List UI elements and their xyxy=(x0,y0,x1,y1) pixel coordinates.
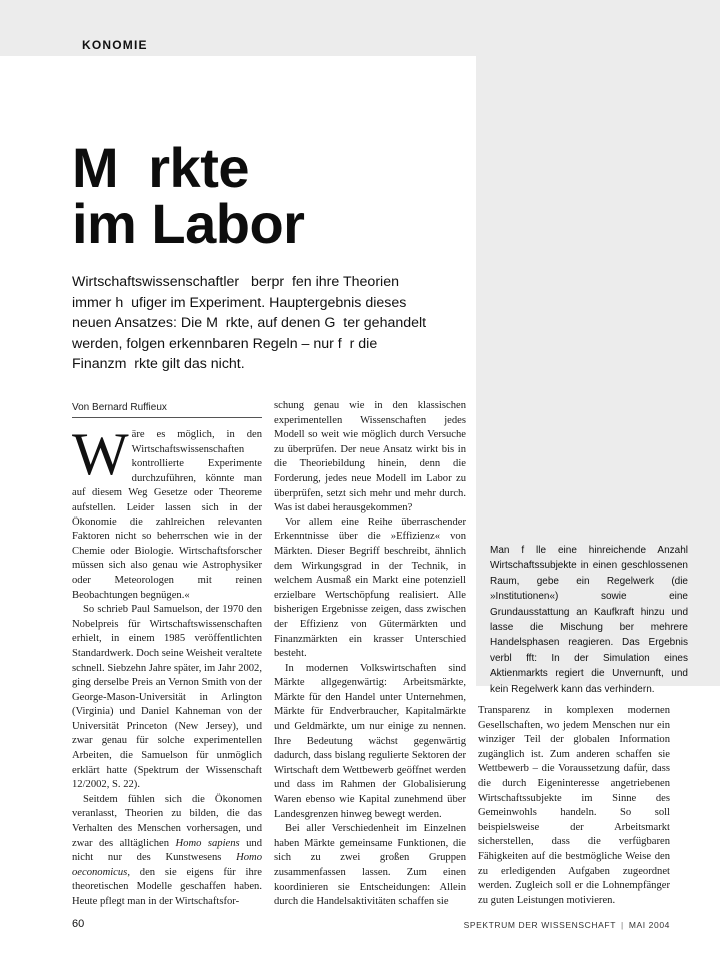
column-2-paragraph-1: schung genau wie in den klassischen experimentellen Wissenschaften jedes Modell so weit wie möglich durch Versuche zu überprüfen. Der neue Ansatz wirkt bis in die Theoriebildung hinein, denn die Forderung, jedes neue Modell im Labor zu überprüfen, setzt sich mehr und mehr durch. Was ist dabei herausgekommen? xyxy=(274,400,466,514)
homo-sapiens-term: Homo sapiens xyxy=(175,837,240,849)
column-1-paragraph-1-text: äre es möglich, in den Wirtschaftswissenschaften kontrollierte Experimente durchzuführen, könnte man auf diesem Weg Gesetze oder Theoreme aufstellen. Leider lassen sich in der Ökonomie die zahlreichen relevanten Faktoren nicht so beherrschen wie in der Chemie oder Biologie. Wirtschaftsforscher müssen sich also genau wie Astrophysiker oder Meteorologen mit reinen Beobachtungen begnügen.« xyxy=(72,429,262,601)
issue-date: MAI 2004 xyxy=(628,920,670,930)
section-label: KONOMIE xyxy=(82,38,148,52)
column-1-paragraph-3-text-b: und nicht nur des Kunstwesens xyxy=(72,837,262,864)
lead-paragraph xyxy=(72,272,472,375)
lead-line-4: werden, folgen erkennbaren Regeln – nur f r die xyxy=(72,335,378,352)
column-2-paragraph-2: Vor allem eine Reihe überraschender Erkenntnisse über die »Effizienz« von Märkten. Dieser Begriff beschreibt, ähnlich dem Wirkungsgrad in der Technik, in welchem Ausmaß ein Markt eine potenziell erzielbare Wertschöpfung realisiert. Alle bisherigen Ergebnisse zeigen, dass zwischen der Effizienz von Gütermärkten und Finanzmärkten ein krasser Unterschied besteht. xyxy=(274,516,466,660)
title-line-1: M rkte xyxy=(72,136,249,199)
sidebar-summary: Man f lle eine hinreichende Anzahl Wirtschaftssubjekte in einen geschlossenen Raum, gebe ein Regelwerk (die »Institutionen«) sowie eine Grundausstattung an Kaufkraft hinzu und lasse die Mischung ber mehrere Handelsphasen reagieren. Das Ergebnis verbl fft: In der Simulation eines Aktienmarkts regiert die Unvernunft, und kein Regelwerk kann das verhindern. xyxy=(490,545,688,695)
lead-line-1: Wirtschaftswissenschaftler berpr fen ihre Theorien xyxy=(72,274,399,290)
column-3-paragraph-1: Transparenz in komplexen modernen Gesellschaften, wo jedem Menschen nur ein winziger Teil der globalen Information zugänglich ist. Zum anderen schaffen sie Wettbewerb – die Voraussetzung dafür, dass die durch Eigeninteresse angetriebenen Wirtschaftssubjekte im Sinne des Gemeinwohls handeln. So soll beispielsweise der Arbeitsmarkt sicherstellen, dass die verfügbaren Fähigkeiten auf die bestmögliche Weise den zu erledigenden Aufgaben zugeordnet werden. Zugleich soll er die Lohnempfänger zu guten Leistungen motivieren. xyxy=(478,705,670,906)
lead-line-2: immer h ufiger im Experiment. Hauptergebnis dieses xyxy=(72,294,407,311)
footer-separator: | xyxy=(621,920,624,930)
column-1-paragraph-2: So schrieb Paul Samuelson, der 1970 den Nobelpreis für Wirtschaftswissenschaften erhielt, in einem 1985 veröffentlichten Standardwerk. Doch seine Weisheit veraltete schnell. Siebzehn Jahre später, im Jahr 2002, ging derselbe Preis an Vernon Smith von der George-Mason-Universität in Arlington (Virginia) und Daniel Kahneman von der Universität Princeton (New Jersey), und zwar genau für solche experimentellen Arbeiten, die Samuelson für unmöglich erklärt hatte (Spektrum der Wissenschaft 12/2002, S. 22). xyxy=(72,604,262,791)
column-1-paragraph-3 xyxy=(72,793,262,910)
drop-cap: W xyxy=(72,421,129,487)
title-line-2: im Labor xyxy=(72,192,305,255)
text-column-3 xyxy=(478,704,670,908)
lead-line-5: Finanzm rkte gilt das nicht. xyxy=(72,356,245,372)
footer-journal-info xyxy=(464,920,670,930)
column-2-paragraph-3: In modernen Volkswirtschaften sind Märkte allgegenwärtig: Arbeitsmärkte, Märkte für den Handel unter Unternehmen, Märkte für Endverbraucher, Kapitalmärkte und Geldmärkte, um nur einige zu nennen. Ihre Bedeutung wächst gegenwärtig dadurch, dass bislang regulierte Sektoren der Wirtschaft dem Wettbewerb geöffnet werden und dass im Rahmen der Globalisierung Waren ebenso wie Kapital zunehmend über Landesgrenzen hinweg bewegt werden. xyxy=(274,662,466,820)
column-1-paragraph-3-text-c: , den sie eigens für ihre theoretischen Modelle geschaffen haben. Heute pflegt man in der Wirtschaftsfor- xyxy=(72,866,262,907)
byline: Von Bernard Ruffieux xyxy=(72,402,262,418)
column-1-paragraph-1 xyxy=(72,421,262,603)
article-title xyxy=(72,136,472,255)
column-1-paragraph-3-text-a: Seitdem fühlen sich die Ökonomen veranlasst, Theorien zu bilden, die das Verhalten des Menschen vorhersagen, und zwar des alltäglichen xyxy=(72,793,262,849)
column-2-paragraph-4: Bei aller Verschiedenheit im Einzelnen haben Märkte gemeinsame Funktionen, die sich zu zwei großen Gruppen zusammenfassen lassen. Zum einen koordinieren sie Entscheidungen: Allein durch die Handelsaktivitäten schaffen sie xyxy=(274,823,466,908)
homo-oeconomicus-term: Homo oeconomicus xyxy=(72,852,262,878)
text-column-2 xyxy=(274,399,466,910)
page-number: 60 xyxy=(72,918,85,930)
text-column-1 xyxy=(72,421,262,910)
journal-name: SPEKTRUM DER WISSENSCHAFT xyxy=(463,920,616,930)
lead-line-3: neuen Ansatzes: Die M rkte, auf denen G ter gehandelt xyxy=(72,315,427,331)
